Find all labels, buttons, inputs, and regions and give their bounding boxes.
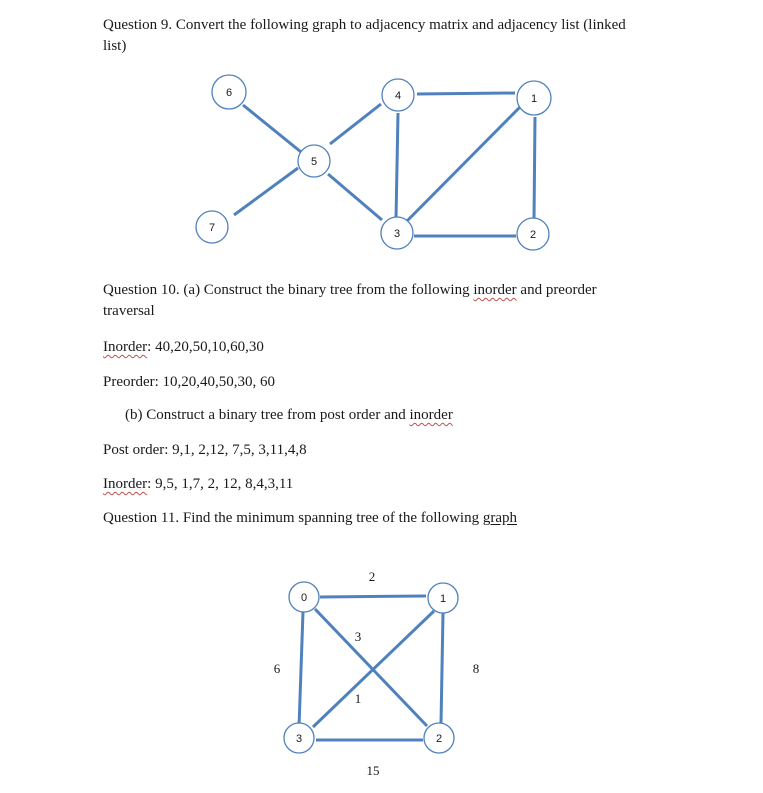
q11-node-3	[284, 723, 314, 753]
q10-inorder-a-values: : 40,20,50,10,60,30	[147, 339, 264, 355]
q9-edge-4-3	[396, 113, 398, 219]
q11-weight-0-3: 6	[273, 661, 281, 676]
q10-part-a-suffix: and preorder	[516, 282, 597, 298]
q9-edge-6-5	[243, 105, 301, 152]
q11-weight-0-2: 3	[354, 629, 362, 644]
q9-edge-5-4	[330, 104, 381, 144]
q9-line2: list)	[103, 38, 127, 54]
q10-inorder-b	[103, 474, 293, 494]
q9-node-2-label: 2	[529, 229, 537, 241]
q11-node-1-label: 1	[439, 593, 447, 605]
q9-edge-4-1	[417, 93, 515, 94]
q10-part-a-inorder-word: inorder	[473, 282, 517, 298]
q9-node-1-label: 1	[530, 93, 538, 105]
q9-node-4	[382, 79, 414, 111]
q10-part-a-line1	[103, 280, 597, 300]
q11-graph	[274, 569, 480, 778]
q9-node-7	[196, 211, 228, 243]
q11-weight-1-2: 8	[472, 661, 480, 676]
q10-inorder-a-label: Inorder	[103, 339, 148, 355]
q11-node-2-label: 2	[435, 733, 443, 745]
q11-weight-0-1: 2	[368, 569, 376, 584]
q11-edge-1-2	[441, 613, 443, 724]
q9-line1: Question 9. Convert the following graph to adjacency matrix and adjacency list (linked	[103, 17, 626, 33]
q11-node-0	[289, 582, 319, 612]
q11-heading	[103, 508, 517, 528]
q11-prefix: Question 11. Find the minimum spanning tree of the following	[103, 510, 483, 526]
q9-edges	[234, 93, 538, 236]
q10-part-b-line	[125, 405, 453, 425]
q9-node-1	[517, 81, 551, 115]
q9-node-6-label: 6	[225, 87, 233, 99]
q9-edge-1-3	[405, 106, 521, 223]
q11-edges	[299, 596, 443, 740]
q9-node-3-label: 3	[393, 228, 401, 240]
q11-edge-0-3	[299, 612, 303, 727]
q9-edge-1-2	[534, 117, 535, 221]
q9-node-7-label: 7	[208, 222, 216, 234]
q9-node-6	[212, 75, 246, 109]
q11-node-3-label: 3	[295, 733, 303, 745]
q10-part-a-line2: traversal	[103, 303, 155, 319]
q9-node-5	[298, 145, 330, 177]
q10-part-b-inorder-word: inorder	[409, 407, 453, 423]
q11-node-0-label: 0	[300, 592, 308, 604]
q11-node-2	[424, 723, 454, 753]
q10-preorder-a: Preorder: 10,20,40,50,30, 60	[103, 374, 276, 390]
q9-nodes	[196, 75, 551, 250]
q9-node-2	[517, 218, 549, 250]
q11-graph-word: graph	[482, 510, 517, 526]
q10-postorder-b: Post order: 9,1, 2,12, 7,5, 3,11,4,8	[103, 442, 307, 458]
q11-weight-3-2: 15	[366, 763, 380, 778]
q11-node-1	[428, 583, 458, 613]
q11-edge-0-1	[320, 596, 426, 597]
q11-weight-1-3: 1	[354, 691, 362, 706]
q9-node-5-label: 5	[310, 156, 318, 168]
q10-part-b-prefix: (b) Construct a binary tree from post order and	[125, 407, 410, 423]
q11-edge-1-3	[313, 611, 434, 727]
q9-edge-7-5	[234, 168, 298, 215]
q9-node-4-label: 4	[394, 90, 402, 102]
q10-inorder-a	[103, 337, 264, 357]
q10-part-a-prefix: Question 10. (a) Construct the binary tree from the following	[103, 282, 474, 298]
q9-node-3	[381, 217, 413, 249]
q9-edge-5-3	[328, 174, 382, 220]
q10-inorder-b-values: : 9,5, 1,7, 2, 12, 8,4,3,11	[147, 476, 294, 492]
q10-inorder-b-label: Inorder	[103, 476, 148, 492]
